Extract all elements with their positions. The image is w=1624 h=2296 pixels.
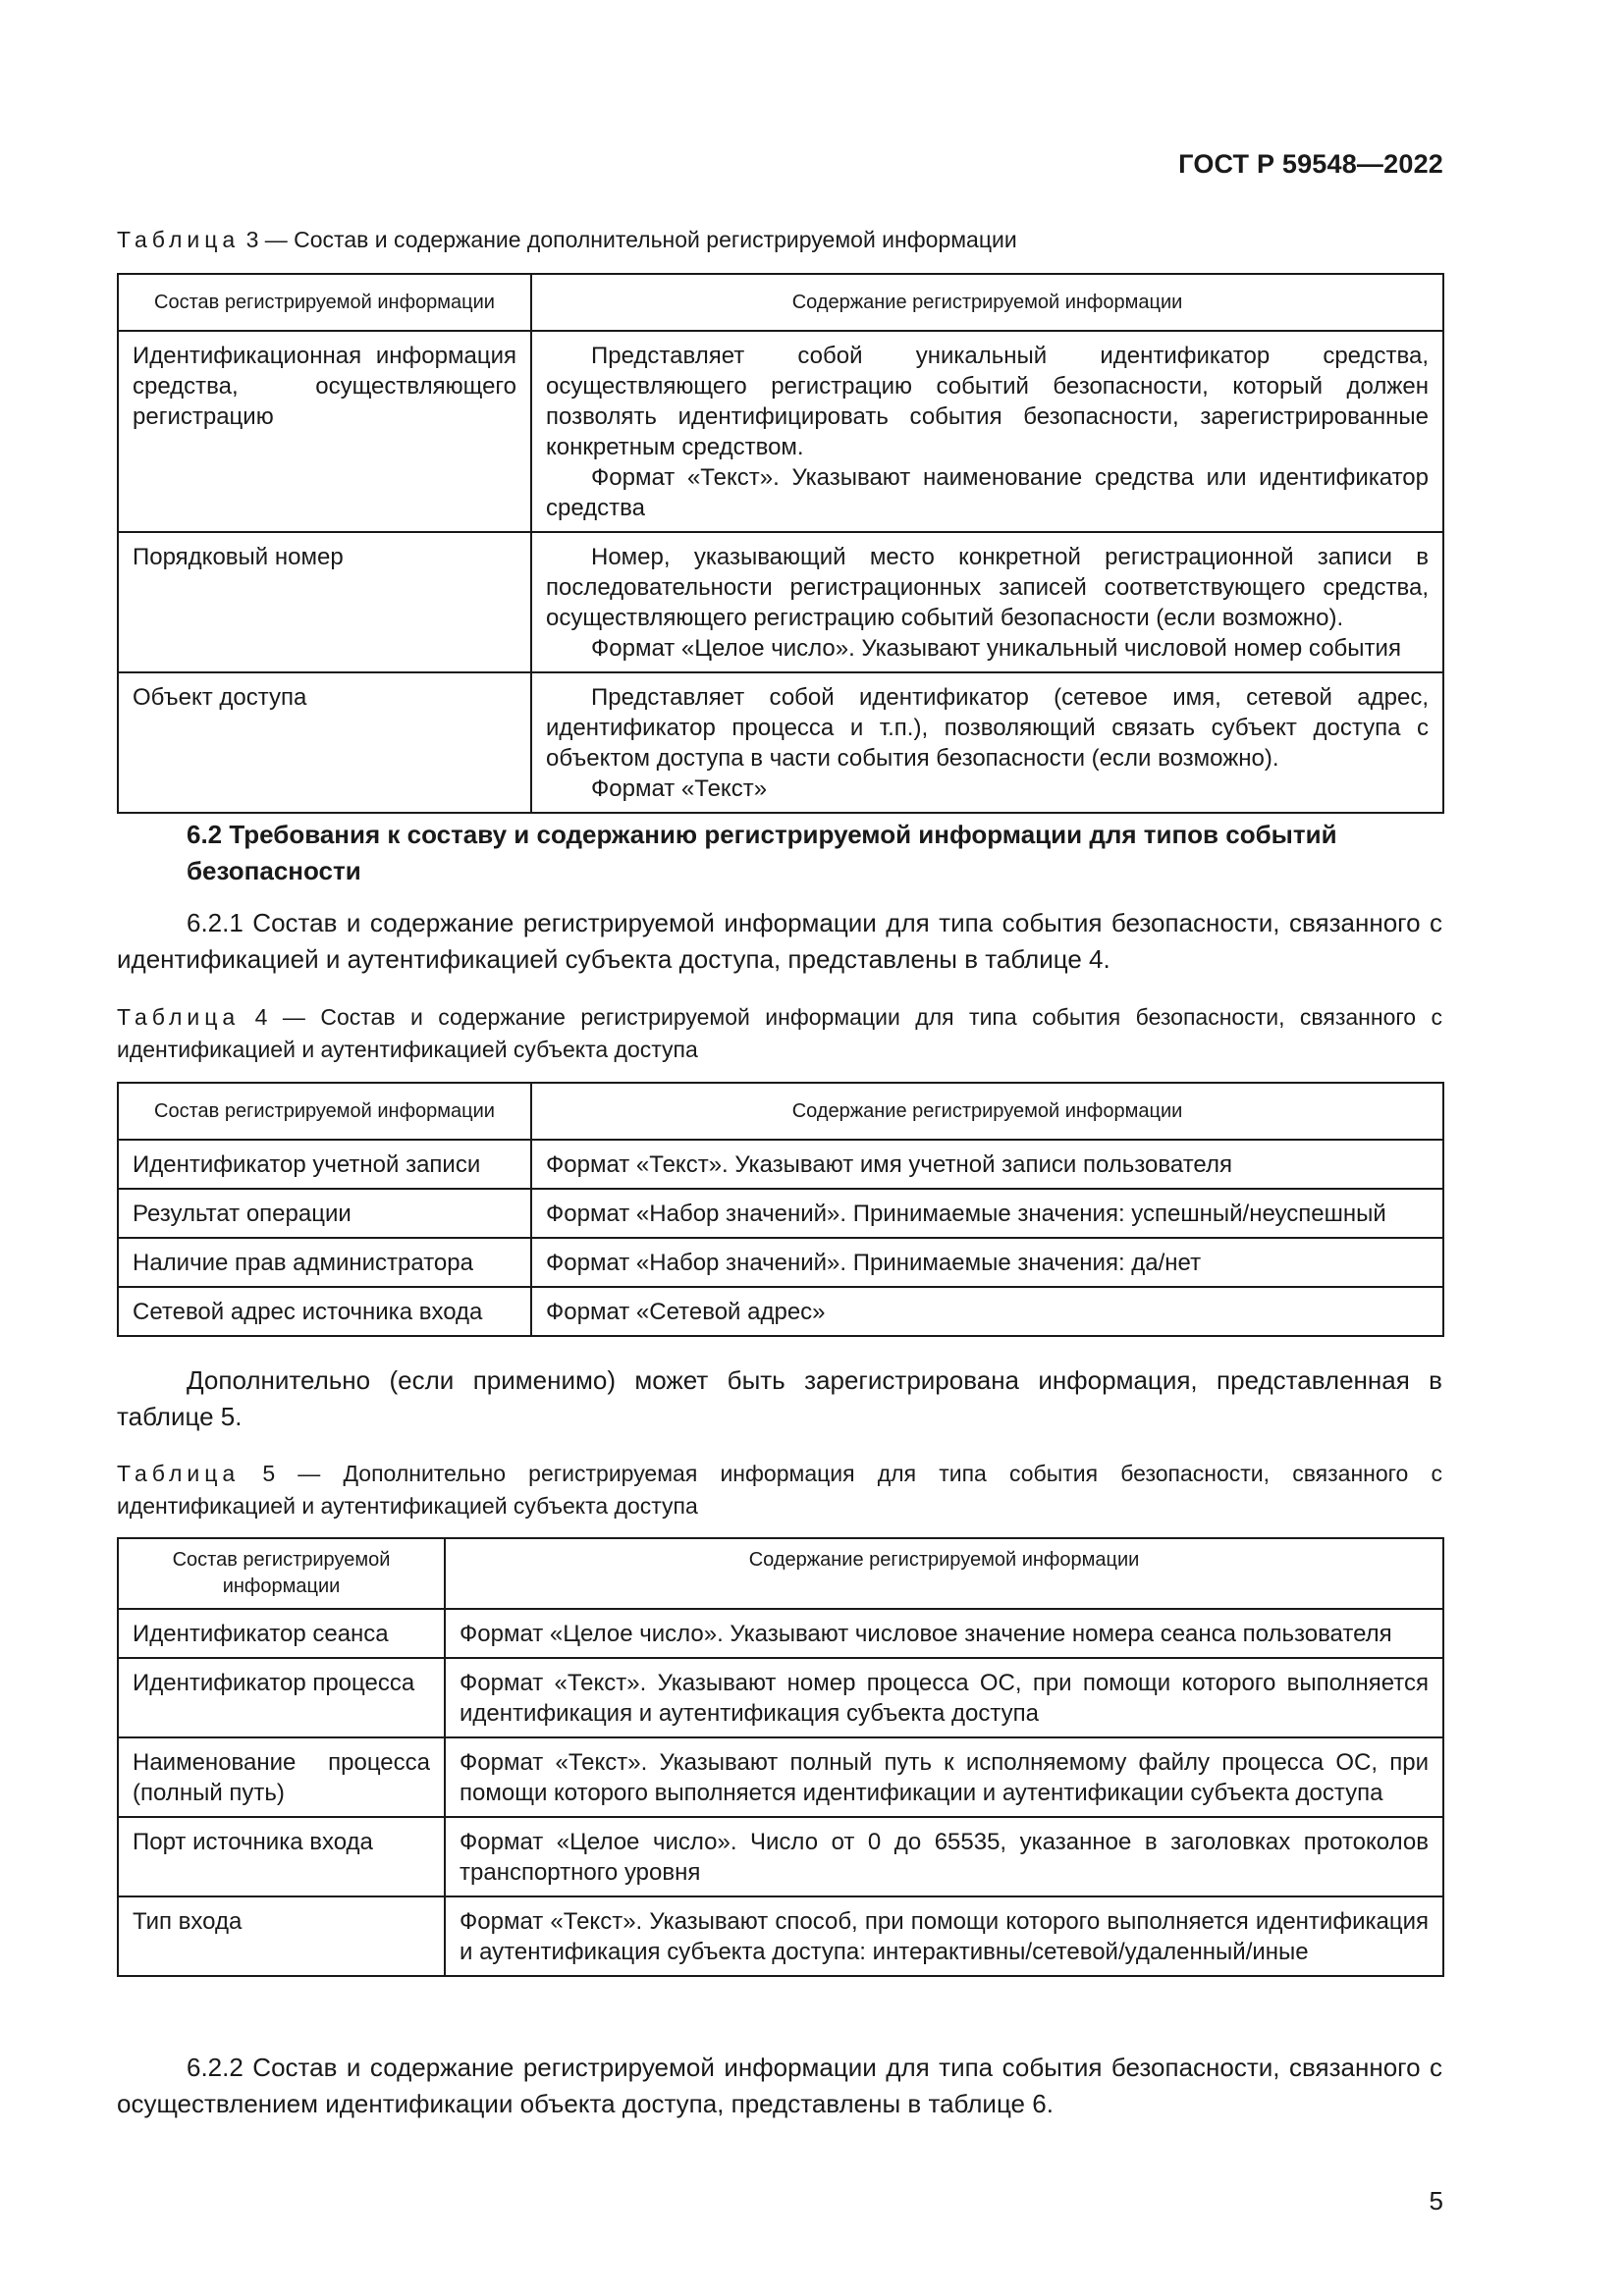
table5-col1-header: Состав регистрируемой информации: [118, 1538, 445, 1609]
table5-row2-content: Формат «Текст». Указывают номер процесса ОС, при помощи которого выполняется идентификация и аутентификация субъекта доступа: [445, 1658, 1443, 1737]
table-row: [118, 1658, 1443, 1737]
table4-row1-content: Формат «Текст». Указывают имя учетной записи пользователя: [531, 1140, 1443, 1189]
table-row: [118, 1238, 1443, 1287]
table5-row4-name: Порт источника входа: [118, 1817, 445, 1896]
table5-caption-text: 5 — Дополнительно регистрируемая информация для типа события безопасности, связанного с идентификацией и аутентификацией субъекта доступа: [117, 1461, 1442, 1519]
table5-row4-content: Формат «Целое число». Число от 0 до 65535, указанное в заголовках протоколов транспортного уровня: [445, 1817, 1443, 1896]
table3-row3-name: Объект доступа: [118, 672, 531, 813]
table-row: [118, 1896, 1443, 1976]
table5-row5-content: Формат «Текст». Указывают способ, при помощи которого выполняется идентификация и аутентификация субъекта доступа: интерактивны/сетевой/удаленный/иные: [445, 1896, 1443, 1976]
table3-row2-content-p2: Формат «Целое число». Указывают уникальный числовой номер события: [591, 635, 1401, 662]
table-row: [118, 1140, 1443, 1189]
table4-row4-content: Формат «Сетевой адрес»: [531, 1287, 1443, 1336]
table-row: [118, 672, 1443, 813]
table3-row3-content-p2: Формат «Текст»: [591, 775, 768, 802]
table4-row1-name: Идентификатор учетной записи: [118, 1140, 531, 1189]
section-6-2-title: 6.2 Требования к составу и содержанию регистрируемой информации для типов событий безопасности: [187, 820, 1337, 885]
table5-header-row: [118, 1538, 1443, 1609]
table5-row5-name: Тип входа: [118, 1896, 445, 1976]
table5-row2-name: Идентификатор процесса: [118, 1658, 445, 1737]
table3-caption: [117, 224, 1442, 256]
table5-row1-content: Формат «Целое число». Указывают числовое значение номера сеанса пользователя: [445, 1609, 1443, 1658]
table5-col2-header: Содержание регистрируемой информации: [445, 1538, 1443, 1609]
table3-header-row: [118, 274, 1443, 331]
paragraph-6-2-2: 6.2.2 Состав и содержание регистрируемой информации для типа события безопасности, связанного с осуществлением идентификации объекта доступа, представлены в таблице 6.: [117, 2053, 1442, 2118]
table4-row3-name: Наличие прав администратора: [118, 1238, 531, 1287]
page-number: 5: [1429, 2186, 1443, 2216]
table-row: [118, 1189, 1443, 1238]
table5-caption-word: Таблица: [117, 1461, 241, 1486]
table5: [117, 1537, 1444, 1977]
table4-header-row: [118, 1083, 1443, 1140]
table4-caption: [117, 1001, 1442, 1066]
table3-row1-content: [531, 331, 1443, 532]
table3-row3-content: [531, 672, 1443, 813]
table-row: [118, 532, 1443, 672]
table4-row2-content: Формат «Набор значений». Принимаемые значения: успешный/неуспешный: [531, 1189, 1443, 1238]
table-row: [118, 1609, 1443, 1658]
table3-col1-header: Состав регистрируемой информации: [118, 274, 531, 331]
table3-row2-name: Порядковый номер: [118, 532, 531, 672]
table4-row2-name: Результат операции: [118, 1189, 531, 1238]
table-row: [118, 331, 1443, 532]
table5-row1-name: Идентификатор сеанса: [118, 1609, 445, 1658]
table4-caption-text: 4 — Состав и содержание регистрируемой информации для типа события безопасности, связанного с идентификацией и аутентификацией субъекта доступа: [117, 1004, 1442, 1062]
table3-row1-content-p2: Формат «Текст». Указывают наименование средства или идентификатор средства: [546, 464, 1429, 521]
table4-row3-content: Формат «Набор значений». Принимаемые значения: да/нет: [531, 1238, 1443, 1287]
table3-row3-content-p1: Представляет собой идентификатор (сетевое имя, сетевой адрес, идентификатор процесса и т.п.), позволяющий связать субъект доступа с объектом доступа в части события безопасности (если возможно).: [546, 684, 1429, 772]
table3-row2-content: [531, 532, 1443, 672]
document-header: ГОСТ Р 59548—2022: [1178, 149, 1443, 179]
table5-caption: [117, 1458, 1442, 1522]
paragraph-6-2-1: 6.2.1 Состав и содержание регистрируемой информации для типа события безопасности, связанного с идентификацией и аутентификацией субъекта доступа, представлены в таблице 4.: [117, 908, 1442, 974]
table3: [117, 273, 1444, 814]
table4-col1-header: Состав регистрируемой информации: [118, 1083, 531, 1140]
table-row: [118, 1817, 1443, 1896]
table3-row2-content-p1: Номер, указывающий место конкретной регистрационной записи в последовательности регистрационных записей соответствующего средства, осуществляющего регистрацию событий безопасности (если возможно).: [546, 544, 1429, 631]
table5-row3-content: Формат «Текст». Указывают полный путь к исполняемому файлу процесса ОС, при помощи которого выполняется идентификации и аутентификации субъекта доступа: [445, 1737, 1443, 1817]
table4: [117, 1082, 1444, 1337]
table3-caption-text: 3 — Состав и содержание дополнительной регистрируемой информации: [240, 227, 1017, 252]
table4-col2-header: Содержание регистрируемой информации: [531, 1083, 1443, 1140]
table-row: [118, 1737, 1443, 1817]
table4-row4-name: Сетевой адрес источника входа: [118, 1287, 531, 1336]
table3-row1-name: Идентификационная информация средства, осуществляющего регистрацию: [118, 331, 531, 532]
table3-row1-content-p1: Представляет собой уникальный идентификатор средства, осуществляющего регистрацию событий безопасности, который должен позволять идентифицировать события безопасности, зарегистрированные конкретным средством.: [546, 343, 1429, 460]
paragraph-additional: Дополнительно (если применимо) может быть зарегистрирована информация, представленная в таблице 5.: [117, 1365, 1442, 1431]
table4-caption-word: Таблица: [117, 1004, 241, 1030]
table3-caption-word: Таблица: [117, 227, 241, 252]
table5-row3-name: Наименование процесса (полный путь): [118, 1737, 445, 1817]
table-row: [118, 1287, 1443, 1336]
table3-col2-header: Содержание регистрируемой информации: [531, 274, 1443, 331]
